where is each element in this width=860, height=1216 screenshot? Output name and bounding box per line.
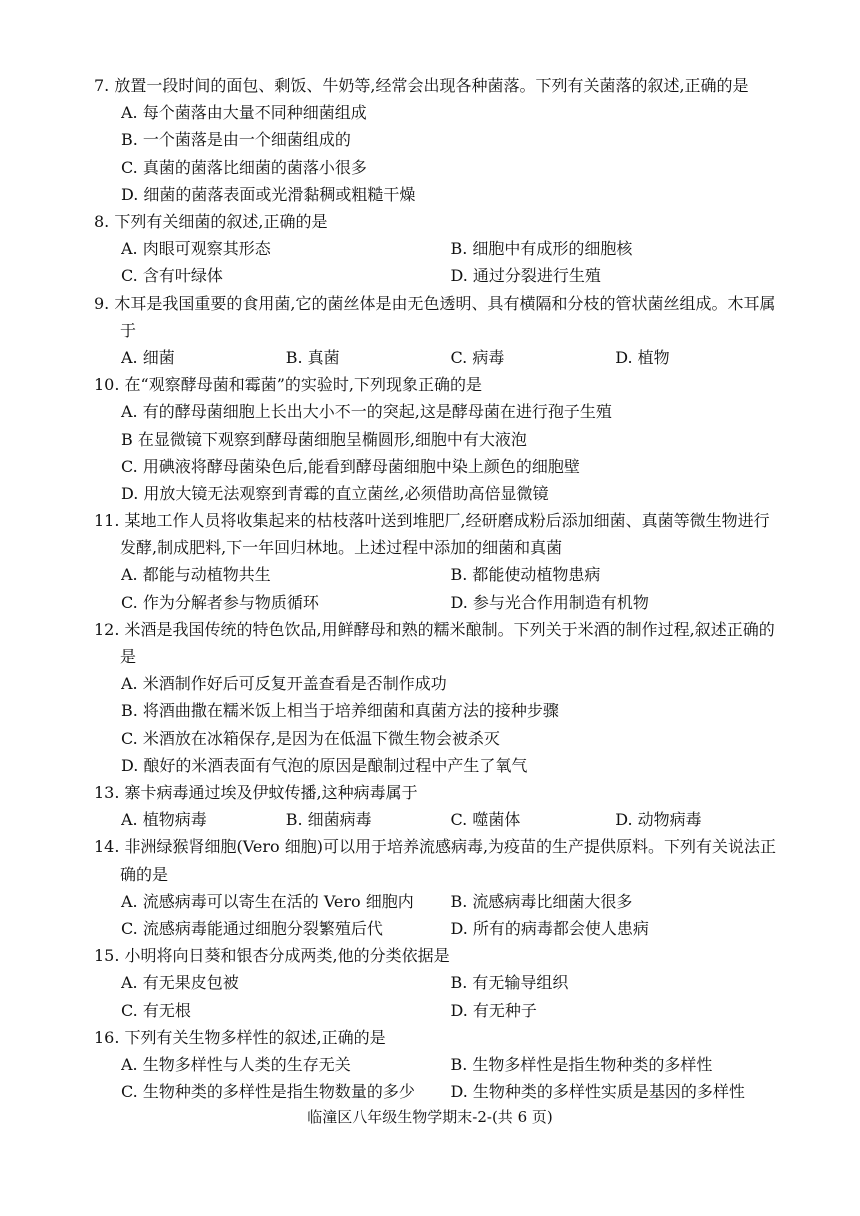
- option-d: D. 酿好的米酒表面有气泡的原因是酿制过程中产生了氧气: [121, 755, 528, 775]
- question-stem: 7. 放置一段时间的面包、剩饭、牛奶等,经常会出现各种菌落。下列有关菌落的叙述,正确的是: [94, 76, 749, 95]
- option-b: B. 真菌: [285, 347, 340, 367]
- option-c: C. 生物种类的多样性是指生物数量的多少: [121, 1082, 415, 1102]
- option-c: C. 作为分解者参与物质循环: [121, 592, 319, 612]
- option-c: C. 噬菌体: [450, 810, 521, 830]
- question-11: [94, 507, 780, 616]
- option-d: D. 植物: [615, 347, 670, 367]
- question-8: [94, 208, 780, 290]
- option-b: B. 一个菌落是由一个细菌组成的: [121, 130, 351, 150]
- option-d: D. 有无种子: [450, 1000, 537, 1020]
- question-stem: 16. 下列有关生物多样性的叙述,正确的是: [94, 1027, 386, 1047]
- question-14: [94, 833, 780, 942]
- question-stem: 11. 某地工作人员将收集起来的枯枝落叶送到堆肥厂,经研磨成粉后添加细菌、真菌等微生物进行发酵,制成肥料,下一年回归林地。上述过程中添加的细菌和真菌: [94, 511, 770, 558]
- question-stem: 14. 非洲绿猴肾细胞(Vero 细胞)可以用于培养流感病毒,为疫苗的生产提供原料。下列有关说法正确的是: [94, 837, 777, 884]
- option-d: D. 生物种类的多样性实质是基因的多样性: [450, 1082, 745, 1102]
- question-12: [94, 616, 780, 779]
- option-b: B. 细菌病毒: [285, 810, 372, 830]
- question-10: [94, 371, 780, 507]
- question-stem: 9. 木耳是我国重要的食用菌,它的菌丝体是由无色透明、具有横隔和分枝的管状菌丝组成。木耳属于: [94, 293, 776, 340]
- option-c: C. 有无根: [121, 1000, 191, 1020]
- option-a: A. 每个菌落由大量不同种细菌组成: [121, 103, 367, 123]
- option-b: B. 将酒曲撒在糯米饭上相当于培养细菌和真菌方法的接种步骤: [121, 701, 559, 721]
- option-a: A. 植物病毒: [121, 810, 207, 830]
- option-a: A. 都能与动植物共生: [121, 565, 271, 585]
- question-13: [94, 779, 780, 833]
- option-c: C. 米酒放在冰箱保存,是因为在低温下微生物会被杀灭: [121, 728, 500, 748]
- option-d: D. 细菌的菌落表面或光滑黏稠或粗糙干燥: [121, 184, 416, 204]
- option-c: C. 病毒: [450, 347, 505, 367]
- option-a: A. 有无果皮包被: [121, 973, 239, 993]
- option-b: B 在显微镜下观察到酵母菌细胞呈椭圆形,细胞中有大液泡: [121, 429, 527, 449]
- option-d: D. 所有的病毒都会使人患病: [450, 919, 649, 938]
- question-16: [94, 1024, 780, 1106]
- option-c: C. 真菌的菌落比细菌的菌落小很多: [121, 157, 367, 177]
- option-b: B. 有无输导组织: [450, 973, 569, 993]
- question-9: [94, 290, 780, 372]
- page-footer: 临潼区八年级生物学期末-2-(共 6 页): [307, 1108, 553, 1126]
- question-stem: 10. 在“观察酵母菌和霉菌”的实验时,下列现象正确的是: [94, 375, 482, 395]
- question-stem: 15. 小明将向日葵和银杏分成两类,他的分类依据是: [94, 946, 450, 966]
- option-a: A. 生物多样性与人类的生存无关: [121, 1054, 351, 1074]
- option-d: D. 通过分裂进行生殖: [450, 266, 601, 286]
- option-b: B. 生物多样性是指生物种类的多样性: [450, 1054, 713, 1074]
- question-stem: 13. 寨卡病毒通过埃及伊蚊传播,这种病毒属于: [94, 783, 418, 803]
- option-c: C. 流感病毒能通过细胞分裂繁殖后代: [121, 919, 383, 938]
- question-stem: 8. 下列有关细菌的叙述,正确的是: [94, 211, 328, 231]
- question-7: [94, 72, 780, 208]
- option-b: B. 细胞中有成形的细胞核: [450, 239, 633, 259]
- option-b: B. 流感病毒比细菌大很多: [450, 891, 633, 911]
- option-a: A. 有的酵母菌细胞上长出大小不一的突起,这是酵母菌在进行孢子生殖: [121, 402, 612, 422]
- option-c: C. 含有叶绿体: [121, 266, 223, 286]
- option-a: A. 米酒制作好后可反复开盖查看是否制作成功: [121, 674, 447, 694]
- option-d: D. 参与光合作用制造有机物: [450, 592, 649, 612]
- option-d: D. 用放大镜无法观察到青霉的直立菌丝,必须借助高倍显微镜: [121, 483, 549, 503]
- question-stem: 12. 米酒是我国传统的特色饮品,用鲜酵母和熟的糯米酿制。下列关于米酒的制作过程,叙述正确的是: [94, 619, 775, 667]
- option-a: A. 流感病毒可以寄生在活的 Vero 细胞内: [121, 891, 414, 911]
- option-c: C. 用碘液将酵母菌染色后,能看到酵母菌细胞中染上颜色的细胞壁: [121, 456, 580, 476]
- option-a: A. 细菌: [121, 347, 175, 367]
- option-a: A. 肉眼可观察其形态: [121, 239, 271, 259]
- option-d: D. 动物病毒: [615, 810, 702, 830]
- option-b: B. 都能使动植物患病: [450, 565, 601, 585]
- question-15: [94, 942, 780, 1024]
